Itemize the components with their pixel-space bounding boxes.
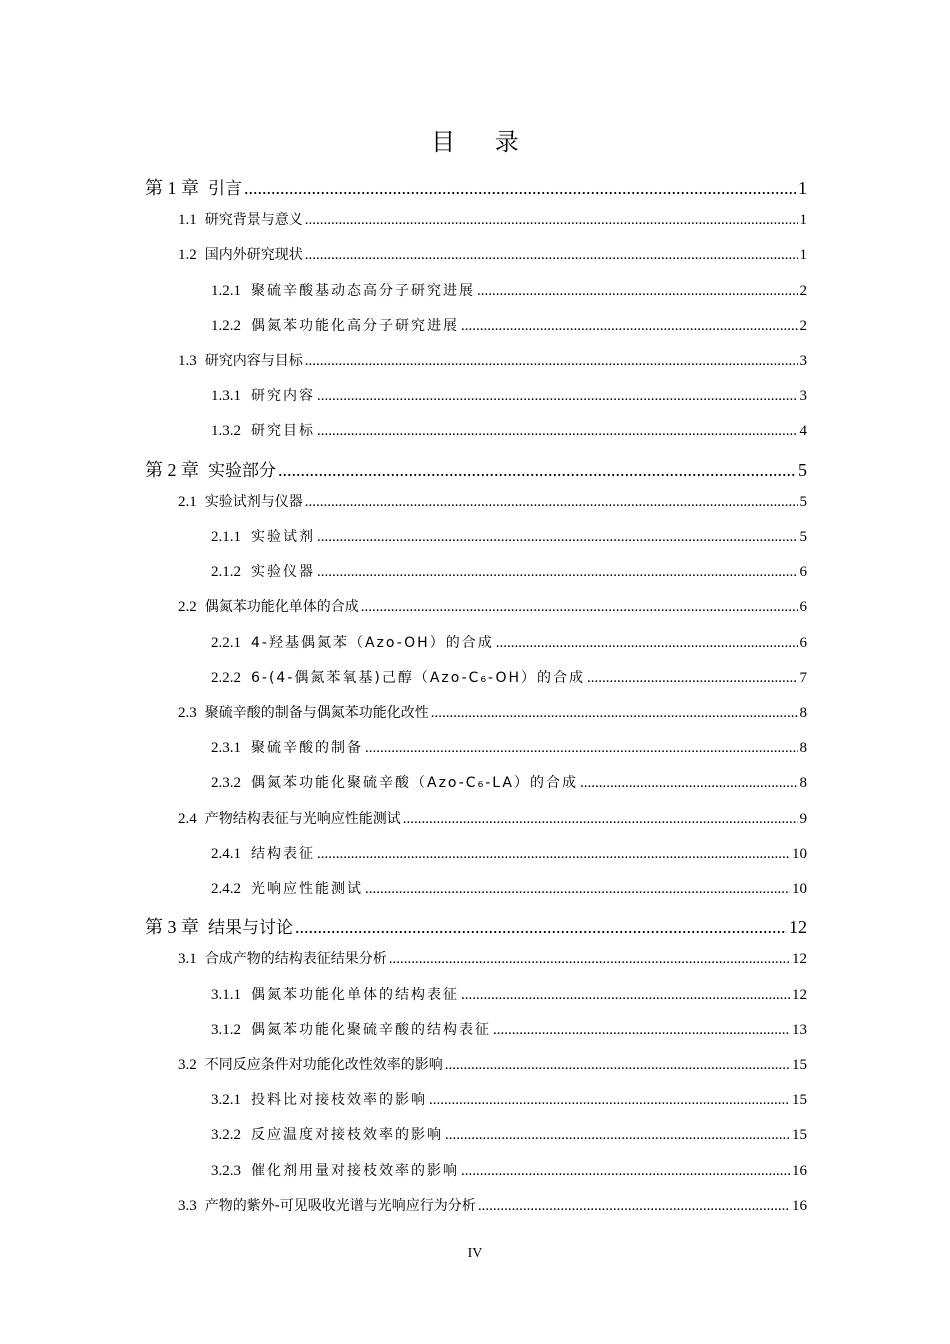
toc-subsection-entry[interactable] [211, 315, 807, 335]
page-title: 目 录 [431, 128, 535, 156]
toc-dot-leader [429, 1092, 790, 1109]
toc-dot-leader [278, 460, 796, 481]
toc-entry-title: 偶氮苯功能化单体的合成 [204, 599, 359, 616]
toc-entry-page: 8 [799, 705, 807, 721]
toc-entry-number: 3.2.2 [211, 1127, 241, 1144]
toc-entry-title: 6-(4-偶氮苯氧基)己醇（Azo-C₆-OH）的合成 [251, 669, 586, 686]
toc-section-entry[interactable] [178, 1054, 807, 1074]
toc-entry-page: 5 [799, 529, 807, 545]
toc-entry-page: 10 [792, 845, 807, 862]
toc-entry-title: 实验试剂与仪器 [204, 493, 303, 510]
toc-entry-page: 12 [792, 951, 807, 968]
toc-subsection-entry[interactable] [211, 667, 807, 687]
toc-entry-title: 不同反应条件对功能化改性效率的影响 [204, 1057, 443, 1073]
toc-entry-page: 12 [789, 917, 807, 938]
toc-entry-page: 1 [799, 247, 807, 264]
toc-dot-leader [445, 1057, 790, 1074]
toc-dot-leader [305, 353, 798, 370]
toc-entry-page: 5 [799, 493, 807, 510]
toc-entry-page: 15 [792, 1127, 807, 1144]
toc-entry-number: 3.2.3 [211, 1162, 241, 1179]
toc-subsection-entry[interactable] [211, 878, 807, 898]
toc-entry-number: 3.2.1 [211, 1092, 241, 1109]
toc-subsection-entry[interactable] [211, 280, 807, 300]
toc-dot-leader [365, 740, 798, 757]
toc-subsection-entry[interactable] [211, 561, 807, 581]
toc-entry-page: 13 [792, 1021, 807, 1038]
toc-dot-leader [431, 705, 798, 722]
toc-dot-leader [317, 529, 798, 546]
toc-entry-title: 研究背景与意义 [204, 212, 303, 229]
toc-entry-title: 催化剂用量对接枝效率的影响 [251, 1162, 459, 1179]
toc-entry-title: 投料比对接枝效率的影响 [251, 1092, 427, 1109]
toc-entry-number: 3.1.2 [211, 1021, 241, 1038]
toc-entry-title: 实验部分 [208, 460, 276, 481]
toc-entry-title: 结果与讨论 [208, 918, 293, 939]
toc-entry-title: 偶氮苯功能化聚硫辛酸（Azo-C₆-LA）的合成 [251, 775, 578, 792]
toc-section-entry[interactable] [178, 1195, 807, 1215]
toc-entry-title: 研究目标 [251, 423, 315, 440]
toc-entry-page: 8 [799, 775, 807, 792]
toc-entry-page: 7 [799, 669, 807, 686]
toc-dot-leader [587, 670, 797, 687]
toc-chapter-entry[interactable] [145, 174, 807, 200]
toc-entry-number: 1.3.2 [211, 423, 241, 440]
toc-entry-number: 2.4.2 [211, 881, 241, 897]
toc-entry-number: 2.3.1 [211, 740, 241, 757]
toc-entry-page: 9 [799, 810, 807, 827]
toc-entry-page: 5 [798, 459, 807, 480]
toc-subsection-entry[interactable] [211, 737, 807, 757]
toc-entry-number: 2.4.1 [211, 845, 241, 862]
toc-dot-leader [403, 811, 798, 828]
toc-entry-title: 光响应性能测试 [251, 881, 363, 897]
toc-entry-title: 4-羟基偶氮苯（Azo-OH）的合成 [251, 634, 494, 651]
toc-dot-leader [305, 494, 798, 511]
toc-dot-leader [461, 318, 798, 335]
toc-section-entry[interactable] [178, 702, 807, 722]
toc-entry-title: 聚硫辛酸基动态高分子研究进展 [251, 282, 475, 299]
toc-entry-number: 2.2.1 [211, 634, 241, 651]
toc-entry-page: 6 [799, 634, 807, 651]
toc-subsection-entry[interactable] [211, 1089, 807, 1109]
toc-entry-title: 研究内容 [251, 388, 315, 405]
toc-entry-page: 12 [792, 986, 807, 1003]
toc-entry-page: 6 [799, 599, 807, 616]
toc-entry-title: 偶氮苯功能化高分子研究进展 [251, 317, 459, 334]
toc-entry-number: 1.1 [178, 212, 197, 229]
toc-entry-page: 1 [798, 178, 807, 198]
toc-entry-page: 8 [799, 740, 807, 757]
toc-entry-title: 结构表征 [251, 845, 315, 862]
toc-entry-page: 2 [799, 282, 807, 299]
toc-entry-title: 实验试剂 [251, 529, 315, 545]
toc-subsection-entry[interactable] [211, 772, 807, 792]
toc-entry-page: 15 [792, 1092, 807, 1109]
toc-entry-page: 2 [799, 317, 807, 334]
toc-entry-number: 1.2.2 [211, 317, 241, 334]
toc-entry-title: 国内外研究现状 [204, 247, 303, 264]
toc-subsection-entry[interactable] [211, 843, 807, 863]
toc-entry-number: 2.3 [178, 705, 197, 721]
toc-dot-leader [317, 846, 790, 863]
toc-dot-leader [389, 951, 790, 968]
toc-entry-page: 1 [799, 212, 807, 229]
toc-entry-title: 实验仪器 [251, 564, 315, 581]
toc-dot-leader [365, 881, 790, 898]
toc-entry-title: 产物结构表征与光响应性能测试 [204, 810, 401, 827]
toc-section-entry[interactable] [178, 948, 807, 968]
toc-section-entry[interactable] [178, 491, 807, 511]
toc-dot-leader [244, 178, 796, 199]
toc-entry-title: 合成产物的结构表征结果分析 [204, 951, 387, 968]
toc-entry-number: 1.3.1 [211, 388, 241, 405]
toc-section-entry[interactable] [178, 808, 807, 828]
page-number: IV [467, 1246, 483, 1261]
toc-section-entry[interactable] [178, 209, 807, 229]
toc-entry-number: 3.1.1 [211, 986, 241, 1003]
toc-dot-leader [461, 1163, 790, 1180]
toc-subsection-entry[interactable] [211, 385, 807, 405]
toc-subsection-entry[interactable] [211, 420, 807, 440]
toc-entry-page: 6 [799, 564, 807, 581]
toc-entry-number: 第 3 章 [145, 917, 199, 938]
toc-dot-leader [493, 1022, 790, 1039]
toc-entry-page: 10 [792, 881, 807, 897]
toc-entry-title: 引言 [208, 179, 242, 199]
toc-entry-number: 2.1.2 [211, 564, 241, 581]
toc-subsection-entry[interactable] [211, 1019, 807, 1039]
toc-dot-leader [305, 212, 798, 229]
toc-subsection-entry[interactable] [211, 1124, 807, 1144]
toc-subsection-entry[interactable] [211, 984, 807, 1004]
toc-dot-leader [496, 635, 798, 652]
toc-entry-title: 聚硫辛酸的制备与偶氮苯功能化改性 [204, 705, 429, 721]
toc-entry-number: 2.2 [178, 599, 197, 616]
toc-entry-number: 3.3 [178, 1197, 197, 1214]
toc-dot-leader [295, 917, 787, 938]
toc-entry-number: 3.1 [178, 951, 197, 968]
toc-entry-number: 2.3.2 [211, 775, 241, 792]
toc-dot-leader [477, 283, 798, 300]
toc-subsection-entry[interactable] [211, 632, 807, 652]
toc-dot-leader [580, 775, 798, 792]
toc-entry-title: 反应温度对接枝效率的影响 [251, 1127, 443, 1144]
toc-dot-leader [317, 564, 798, 581]
toc-entry-number: 第 1 章 [145, 178, 199, 198]
toc-dot-leader [445, 1127, 790, 1144]
toc-subsection-entry[interactable] [211, 526, 807, 546]
toc-section-entry[interactable] [178, 350, 807, 370]
toc-chapter-entry[interactable] [145, 456, 807, 482]
toc-section-entry[interactable] [178, 596, 807, 616]
toc-entry-number: 2.2.2 [211, 669, 241, 686]
toc-entry-title: 研究内容与目标 [204, 353, 303, 369]
toc-entry-number: 1.3 [178, 353, 197, 369]
toc-dot-leader [317, 388, 798, 405]
toc-entry-number: 2.1.1 [211, 529, 241, 545]
toc-entry-number: 第 2 章 [145, 459, 199, 480]
toc-dot-leader [317, 423, 798, 440]
toc-dot-leader [305, 247, 798, 264]
toc-dot-leader [478, 1198, 790, 1215]
toc-entry-page: 3 [799, 353, 807, 369]
toc-dot-leader [461, 987, 790, 1004]
toc-entry-number: 1.2 [178, 247, 197, 264]
toc-entry-page: 16 [792, 1162, 807, 1179]
toc-entry-title: 产物的紫外-可见吸收光谱与光响应行为分析 [204, 1197, 476, 1214]
toc-entry-page: 16 [792, 1197, 807, 1214]
toc-chapter-entry[interactable] [145, 913, 807, 939]
toc-entry-title: 聚硫辛酸的制备 [251, 740, 363, 757]
toc-entry-title: 偶氮苯功能化聚硫辛酸的结构表征 [251, 1021, 491, 1038]
toc-subsection-entry[interactable] [211, 1160, 807, 1180]
toc-entry-title: 偶氮苯功能化单体的结构表征 [251, 986, 459, 1003]
toc-entry-number: 1.2.1 [211, 282, 241, 299]
toc-entry-number: 2.1 [178, 493, 197, 510]
toc-entry-number: 3.2 [178, 1057, 197, 1073]
toc-entry-page: 3 [799, 388, 807, 405]
toc-entry-page: 15 [792, 1057, 807, 1073]
toc-entry-page: 4 [799, 423, 807, 440]
toc-dot-leader [361, 599, 798, 616]
toc-entry-number: 2.4 [178, 810, 197, 827]
toc-section-entry[interactable] [178, 244, 807, 264]
